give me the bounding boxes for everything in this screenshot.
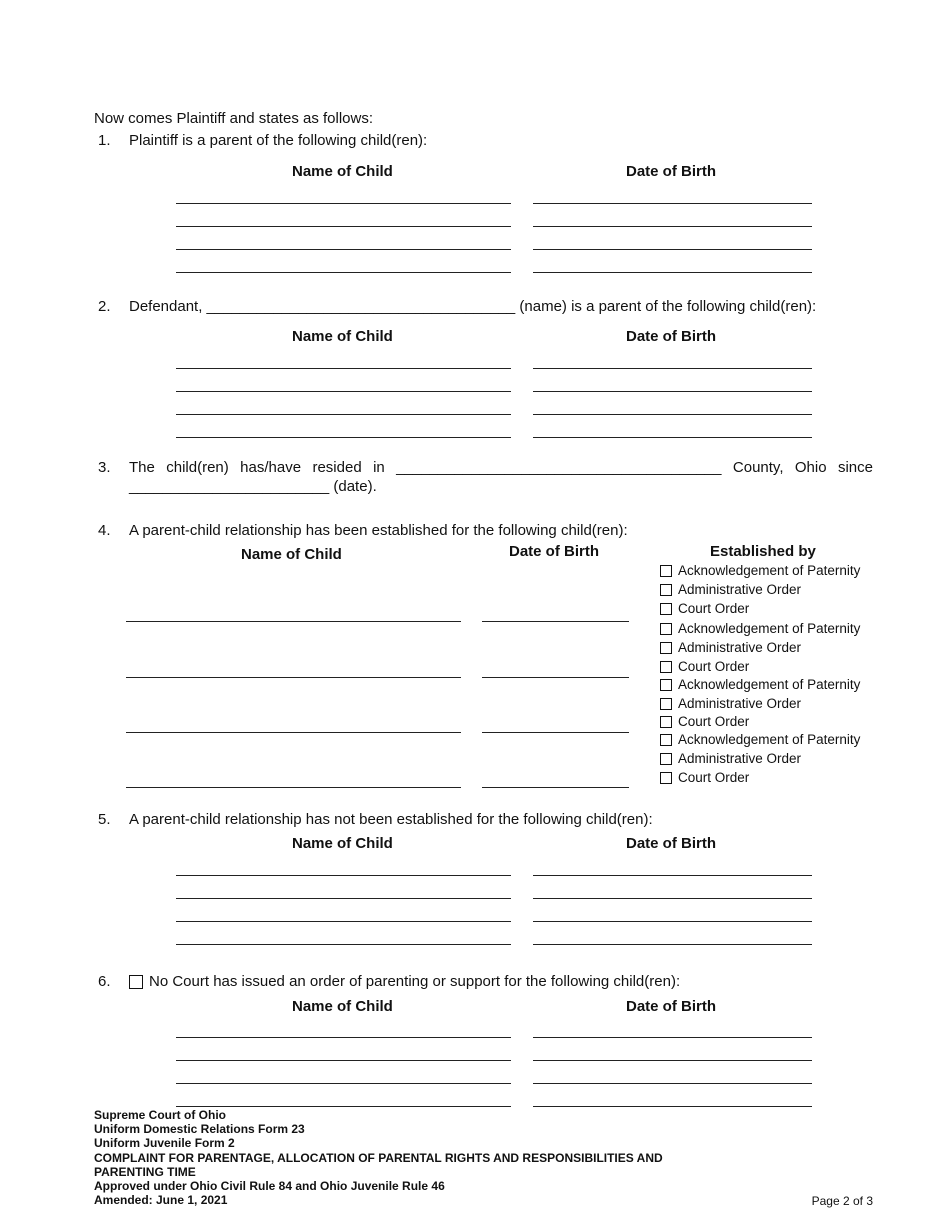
checkbox[interactable]	[660, 734, 672, 746]
section-1-name-line-2[interactable]	[176, 226, 511, 227]
section-6-dob-line-1[interactable]	[533, 1037, 812, 1038]
child-3-admin-order-option[interactable]: Administrative Order	[660, 696, 801, 711]
section-3-text-line-1: The child(ren) has/have resided in _______________________________________ County, Ohio since	[129, 459, 873, 476]
child-1-court-order-option[interactable]: Court Order	[660, 601, 749, 616]
checkbox[interactable]	[660, 753, 672, 765]
section-1-dob-line-2[interactable]	[533, 226, 812, 227]
section-1-number: 1.	[98, 132, 111, 149]
child-4-ack-paternity-option[interactable]: Acknowledgement of Paternity	[660, 732, 860, 747]
intro-text: Now comes Plaintiff and states as follows:	[94, 110, 374, 127]
section-2-name-line-4[interactable]	[176, 437, 511, 438]
section-2-text: Defendant, _____________________________________ (name) is a parent of the following child(ren):	[129, 298, 817, 315]
section-6-name-line-4[interactable]	[176, 1106, 511, 1107]
section-6-name-line-3[interactable]	[176, 1083, 511, 1084]
checkbox[interactable]	[660, 698, 672, 710]
section-6-dob-header: Date of Birth	[626, 998, 716, 1015]
section-2-dob-header: Date of Birth	[626, 328, 716, 345]
section-2-name-line-2[interactable]	[176, 391, 511, 392]
form-footer	[94, 1108, 663, 1207]
child-2-admin-order-option[interactable]: Administrative Order	[660, 640, 801, 655]
section-6-row	[129, 973, 680, 990]
section-5-name-line-2[interactable]	[176, 898, 511, 899]
section-3-number: 3.	[98, 459, 111, 476]
page-number: Page 2 of 3	[811, 1194, 873, 1208]
no-court-order-checkbox[interactable]	[129, 975, 143, 989]
section-2-name-header: Name of Child	[292, 328, 393, 345]
checkbox[interactable]	[660, 603, 672, 615]
section-6-name-header: Name of Child	[292, 998, 393, 1015]
section-6-name-line-2[interactable]	[176, 1060, 511, 1061]
section-5-dob-line-2[interactable]	[533, 898, 812, 899]
child-3-ack-paternity-option[interactable]: Acknowledgement of Paternity	[660, 677, 860, 692]
section-5-dob-header: Date of Birth	[626, 835, 716, 852]
checkbox[interactable]	[660, 772, 672, 784]
checkbox[interactable]	[660, 716, 672, 728]
section-1-dob-header: Date of Birth	[626, 163, 716, 180]
section-6-dob-line-4[interactable]	[533, 1106, 812, 1107]
section-5-name-header: Name of Child	[292, 835, 393, 852]
section-1-name-line-4[interactable]	[176, 272, 511, 273]
footer-form-title-1: COMPLAINT FOR PARENTAGE, ALLOCATION OF PARENTAL RIGHTS AND RESPONSIBILITIES AND	[94, 1150, 663, 1165]
child-3-court-order-option[interactable]: Court Order	[660, 714, 749, 729]
section-4-dob-header: Date of Birth	[509, 543, 599, 560]
section-4-name-line-3[interactable]	[126, 732, 461, 733]
section-4-text: A parent-child relationship has been established for the following child(ren):	[129, 522, 628, 539]
section-5-name-line-1[interactable]	[176, 875, 511, 876]
section-5-name-line-3[interactable]	[176, 921, 511, 922]
section-2-dob-line-4[interactable]	[533, 437, 812, 438]
section-4-established-header: Established by	[710, 543, 816, 560]
child-1-admin-order-option[interactable]: Administrative Order	[660, 582, 801, 597]
section-6-text: No Court has issued an order of parenting or support for the following child(ren):	[149, 973, 681, 990]
section-4-dob-line-2[interactable]	[482, 677, 629, 678]
child-2-court-order-option[interactable]: Court Order	[660, 659, 749, 674]
section-1-name-line-3[interactable]	[176, 249, 511, 250]
checkbox[interactable]	[660, 642, 672, 654]
section-6-dob-line-3[interactable]	[533, 1083, 812, 1084]
section-2-number: 2.	[98, 298, 111, 315]
footer-dr-form: Uniform Domestic Relations Form 23	[94, 1122, 305, 1137]
checkbox[interactable]	[660, 679, 672, 691]
section-5-dob-line-4[interactable]	[533, 944, 812, 945]
section-2-dob-line-3[interactable]	[533, 414, 812, 415]
section-6-dob-line-2[interactable]	[533, 1060, 812, 1061]
section-2-dob-line-2[interactable]	[533, 391, 812, 392]
section-5-number: 5.	[98, 811, 111, 828]
footer-approval: Approved under Ohio Civil Rule 84 and Ohio Juvenile Rule 46	[94, 1179, 445, 1194]
footer-court: Supreme Court of Ohio	[94, 1108, 226, 1122]
section-4-dob-line-1[interactable]	[482, 621, 629, 622]
child-2-ack-paternity-option[interactable]: Acknowledgement of Paternity	[660, 621, 860, 636]
child-4-admin-order-option[interactable]: Administrative Order	[660, 751, 801, 766]
section-1-dob-line-1[interactable]	[533, 203, 812, 204]
checkbox[interactable]	[660, 565, 672, 577]
section-5-dob-line-3[interactable]	[533, 921, 812, 922]
section-4-dob-line-3[interactable]	[482, 732, 629, 733]
section-5-dob-line-1[interactable]	[533, 875, 812, 876]
section-4-name-line-2[interactable]	[126, 677, 461, 678]
section-5-text: A parent-child relationship has not been established for the following child(ren):	[129, 811, 653, 828]
checkbox[interactable]	[660, 661, 672, 673]
section-6-number: 6.	[98, 973, 111, 990]
footer-amended: Amended: June 1, 2021	[94, 1193, 228, 1208]
section-2-name-line-3[interactable]	[176, 414, 511, 415]
section-4-name-line-4[interactable]	[126, 787, 461, 788]
child-4-court-order-option[interactable]: Court Order	[660, 770, 749, 785]
checkbox[interactable]	[660, 623, 672, 635]
footer-form-title-2: PARENTING TIME	[94, 1164, 196, 1179]
section-2-name-line-1[interactable]	[176, 368, 511, 369]
section-1-dob-line-3[interactable]	[533, 249, 812, 250]
section-3-text-line-2: ________________________ (date).	[129, 478, 377, 495]
section-4-name-header: Name of Child	[241, 546, 342, 563]
section-4-dob-line-4[interactable]	[482, 787, 629, 788]
section-1-name-header: Name of Child	[292, 163, 393, 180]
footer-juvenile-form: Uniform Juvenile Form 2	[94, 1136, 235, 1151]
section-6-name-line-1[interactable]	[176, 1037, 511, 1038]
section-2-dob-line-1[interactable]	[533, 368, 812, 369]
section-4-number: 4.	[98, 522, 111, 539]
checkbox[interactable]	[660, 584, 672, 596]
section-1-name-line-1[interactable]	[176, 203, 511, 204]
section-1-dob-line-4[interactable]	[533, 272, 812, 273]
section-5-name-line-4[interactable]	[176, 944, 511, 945]
section-1-text: Plaintiff is a parent of the following child(ren):	[129, 132, 428, 149]
child-1-ack-paternity-option[interactable]: Acknowledgement of Paternity	[660, 563, 860, 578]
section-4-name-line-1[interactable]	[126, 621, 461, 622]
